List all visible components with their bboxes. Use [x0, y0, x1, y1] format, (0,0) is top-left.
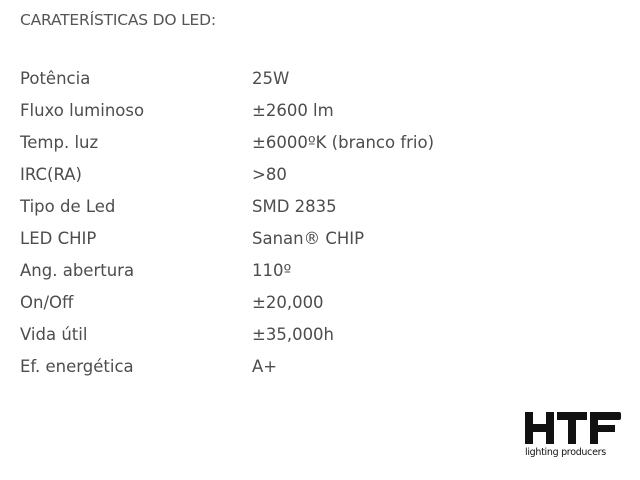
spec-label: Vida útil [20, 324, 88, 344]
htf-logo-mark [524, 410, 622, 446]
spec-value: SMD 2835 [252, 196, 337, 216]
section-title: CARATERÍSTICAS DO LED: [20, 11, 216, 29]
spec-label: Ang. abertura [20, 260, 135, 280]
spec-row-vida-util [20, 318, 460, 350]
spec-label: Temp. luz [20, 132, 99, 152]
spec-value: >80 [252, 164, 287, 184]
logo-tagline: lighting producers [525, 447, 606, 458]
spec-row-ang-abertura [20, 254, 460, 286]
spec-label: Potência [20, 68, 91, 88]
spec-value: ±2600 lm [252, 100, 334, 120]
spec-row-irc [20, 158, 460, 190]
spec-value: ±6000ºK (branco frio) [252, 132, 435, 152]
spec-value: ±35,000h [252, 324, 335, 344]
spec-label: Fluxo luminoso [20, 100, 145, 120]
spec-row-tipo-de-led [20, 190, 460, 222]
spec-row-led-chip [20, 222, 460, 254]
spec-label: LED CHIP [20, 228, 97, 248]
spec-row-on-off [20, 286, 460, 318]
spec-value: A+ [252, 356, 278, 376]
spec-label: On/Off [20, 292, 74, 312]
spec-label: Ef. energética [20, 356, 134, 376]
spec-label: IRC(RA) [20, 164, 82, 184]
spec-value: 25W [252, 68, 290, 88]
htf-logo [524, 410, 624, 462]
spec-label: Tipo de Led [20, 196, 116, 216]
spec-row-potencia [20, 62, 460, 94]
spec-value: 110º [252, 260, 292, 280]
spec-row-fluxo-luminoso [20, 94, 460, 126]
specs-table [20, 62, 460, 382]
spec-row-ef-energetica [20, 350, 460, 382]
spec-value: Sanan® CHIP [252, 228, 365, 248]
spec-value: ±20,000 [252, 292, 324, 312]
spec-row-temp-luz [20, 126, 460, 158]
